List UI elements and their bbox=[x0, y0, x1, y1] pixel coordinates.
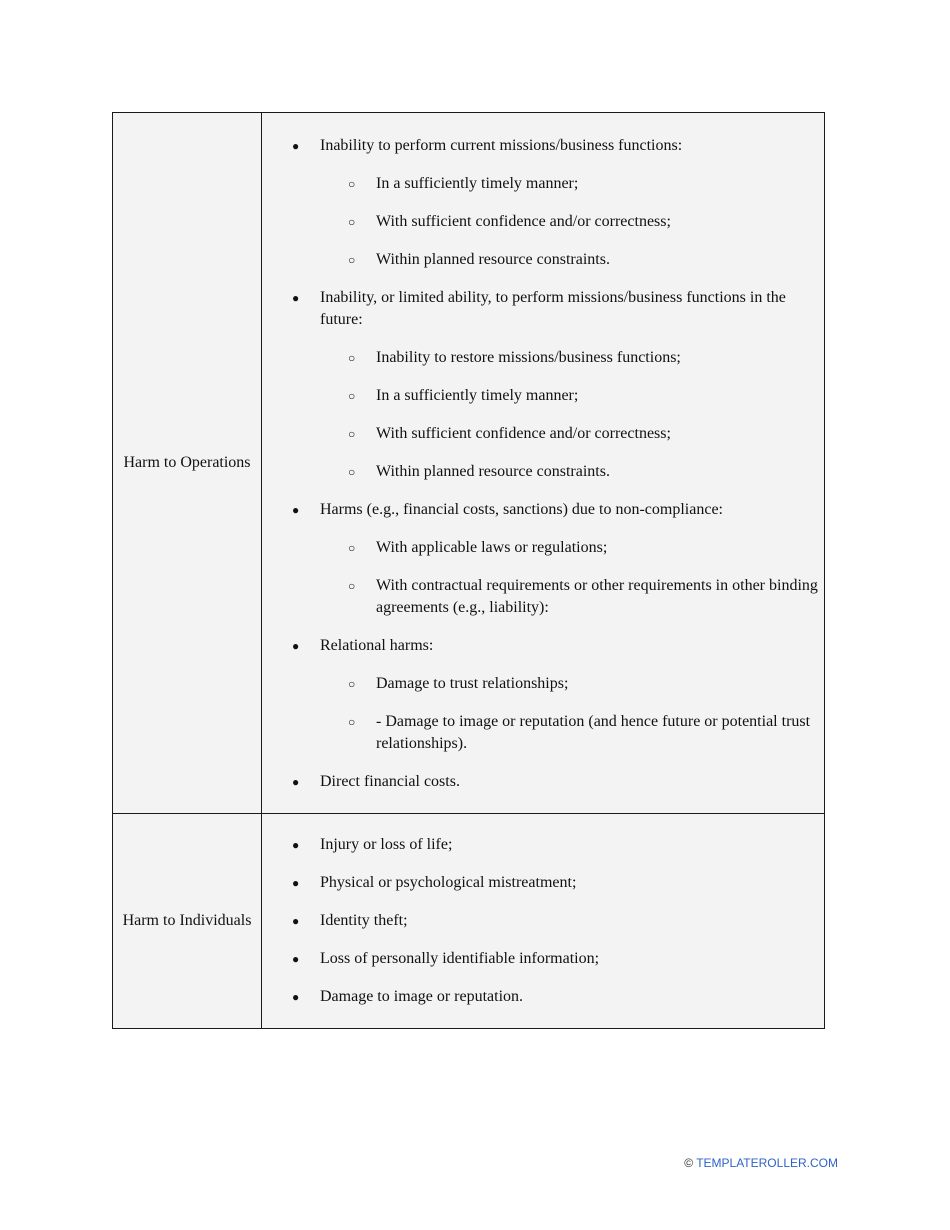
filled-bullet-icon: ● bbox=[292, 639, 300, 653]
row-label-cell bbox=[113, 113, 262, 814]
list-item bbox=[262, 771, 818, 793]
table-row bbox=[113, 113, 825, 814]
sub-item-text: With contractual requirements or other requirements in other binding agreements (e.g., liability): bbox=[376, 577, 818, 616]
list-item bbox=[262, 910, 818, 932]
hollow-bullet-icon: ○ bbox=[348, 677, 356, 691]
list-item bbox=[262, 135, 818, 271]
filled-bullet-icon: ● bbox=[292, 914, 300, 928]
sub-item-text: Damage to trust relationships; bbox=[376, 675, 569, 692]
row-label: Harm to Operations bbox=[123, 454, 251, 471]
sub-list-item bbox=[320, 347, 818, 369]
copyright-icon: © bbox=[684, 1156, 694, 1170]
row-content-cell bbox=[262, 814, 825, 1029]
row-label-cell bbox=[113, 814, 262, 1029]
list-item-text: Loss of personally identifiable information; bbox=[320, 950, 600, 967]
templateroller-link[interactable]: TEMPLATEROLLER.COM bbox=[696, 1156, 838, 1170]
sub-item-text: Inability to restore missions/business functions; bbox=[376, 349, 681, 366]
sub-list-item bbox=[320, 211, 818, 233]
hollow-bullet-icon: ○ bbox=[348, 541, 356, 555]
list-item-text: Inability to perform current missions/business functions: bbox=[320, 137, 683, 154]
list-item bbox=[262, 834, 818, 856]
list-item-text: Direct financial costs. bbox=[320, 773, 460, 790]
list-item bbox=[262, 635, 818, 755]
sub-list-item bbox=[320, 173, 818, 195]
sub-item-text: Within planned resource constraints. bbox=[376, 463, 610, 480]
sub-list-item bbox=[320, 537, 818, 559]
list-item-text: Injury or loss of life; bbox=[320, 836, 453, 853]
sub-list-item bbox=[320, 673, 818, 695]
filled-bullet-icon: ● bbox=[292, 775, 300, 789]
sub-list-item bbox=[320, 385, 818, 407]
footer bbox=[684, 1156, 838, 1170]
hollow-bullet-icon: ○ bbox=[348, 389, 356, 403]
filled-bullet-icon: ● bbox=[292, 876, 300, 890]
sub-item-text: In a sufficiently timely manner; bbox=[376, 175, 579, 192]
sub-item-text: With applicable laws or regulations; bbox=[376, 539, 608, 556]
hollow-bullet-icon: ○ bbox=[348, 177, 356, 191]
filled-bullet-icon: ● bbox=[292, 952, 300, 966]
list-item bbox=[262, 499, 818, 619]
hollow-bullet-icon: ○ bbox=[348, 579, 356, 593]
filled-bullet-icon: ● bbox=[292, 990, 300, 1004]
filled-bullet-icon: ● bbox=[292, 291, 300, 305]
sub-list-item bbox=[320, 711, 818, 755]
sub-list bbox=[320, 347, 818, 483]
sub-list-item bbox=[320, 423, 818, 445]
list-item bbox=[262, 287, 818, 483]
sub-list bbox=[320, 537, 818, 619]
filled-bullet-icon: ● bbox=[292, 503, 300, 517]
row-content-cell bbox=[262, 113, 825, 814]
list-item bbox=[262, 986, 818, 1008]
sub-item-text: With sufficient confidence and/or correctness; bbox=[376, 425, 671, 442]
bullet-list bbox=[262, 814, 824, 1028]
hollow-bullet-icon: ○ bbox=[348, 253, 356, 267]
list-item-text: Physical or psychological mistreatment; bbox=[320, 874, 577, 891]
sub-list-item bbox=[320, 249, 818, 271]
hollow-bullet-icon: ○ bbox=[348, 351, 356, 365]
sub-item-text: In a sufficiently timely manner; bbox=[376, 387, 579, 404]
list-item-text: Identity theft; bbox=[320, 912, 408, 929]
list-item-text: Damage to image or reputation. bbox=[320, 988, 524, 1005]
filled-bullet-icon: ● bbox=[292, 139, 300, 153]
sub-item-text: With sufficient confidence and/or correctness; bbox=[376, 213, 671, 230]
table-row bbox=[113, 814, 825, 1029]
sub-list bbox=[320, 673, 818, 755]
list-item bbox=[262, 872, 818, 894]
sub-item-text: - Damage to image or reputation (and hence future or potential trust relationships). bbox=[376, 713, 811, 752]
row-label: Harm to Individuals bbox=[122, 912, 252, 929]
hollow-bullet-icon: ○ bbox=[348, 465, 356, 479]
hollow-bullet-icon: ○ bbox=[348, 427, 356, 441]
list-item-text: Relational harms: bbox=[320, 637, 434, 654]
list-item-text: Inability, or limited ability, to perform missions/business functions in the future: bbox=[320, 289, 786, 328]
list-item bbox=[262, 948, 818, 970]
sub-item-text: Within planned resource constraints. bbox=[376, 251, 610, 268]
hollow-bullet-icon: ○ bbox=[348, 215, 356, 229]
filled-bullet-icon: ● bbox=[292, 838, 300, 852]
sub-list-item bbox=[320, 575, 818, 619]
hollow-bullet-icon: ○ bbox=[348, 715, 356, 729]
sub-list bbox=[320, 173, 818, 271]
list-item-text: Harms (e.g., financial costs, sanctions) due to non-compliance: bbox=[320, 501, 723, 518]
harm-table bbox=[112, 112, 825, 1029]
sub-list-item bbox=[320, 461, 818, 483]
bullet-list bbox=[262, 117, 824, 809]
